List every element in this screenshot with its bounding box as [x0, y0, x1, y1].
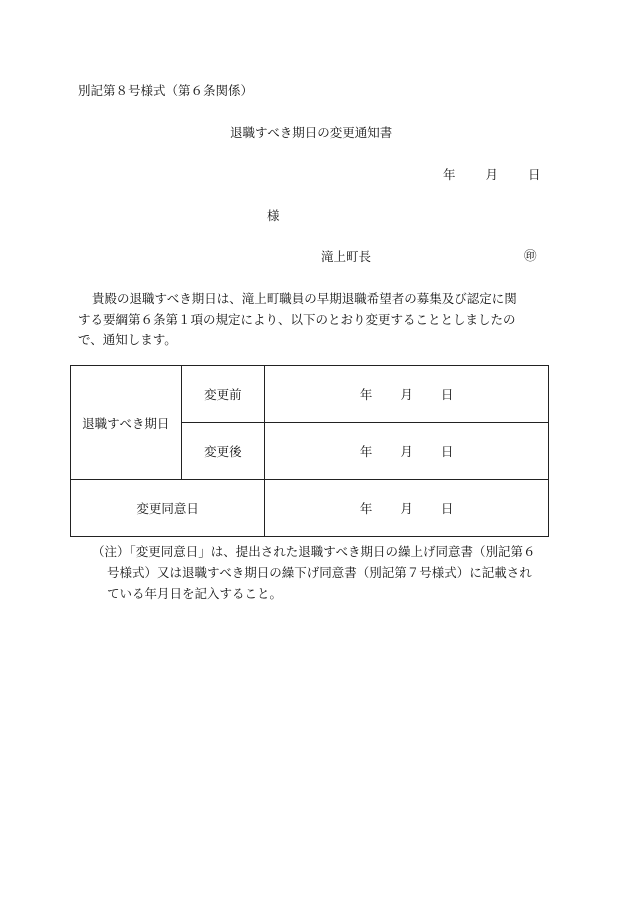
note-line: （注）「変更同意日」は、提出された退職すべき期日の繰上げ同意書（別記第６ [92, 544, 536, 559]
issue-date-year: 年 [443, 167, 456, 182]
date-year: 年 [359, 444, 373, 459]
date-day: 日 [440, 387, 454, 402]
date-change-table [70, 365, 549, 537]
retirement-date-group-label: 退職すべき期日 [71, 366, 182, 480]
note-line: ている年月日を記入すること。 [107, 586, 283, 601]
body-text-line: で、通知します。 [78, 332, 177, 347]
before-change-date [265, 366, 549, 423]
before-change-label: 変更前 [181, 366, 265, 423]
date-day: 日 [440, 501, 454, 516]
issue-date-day: 日 [528, 167, 541, 182]
form-number-label: 別記第８号様式（第６条関係） [78, 83, 254, 98]
after-change-label: 変更後 [181, 423, 265, 480]
note-line: 号様式）又は退職すべき期日の繰下げ同意書（別記第７号様式）に記載され [107, 565, 532, 580]
after-change-date [265, 423, 549, 480]
issue-date-month: 月 [485, 167, 499, 182]
issue-date [443, 166, 541, 184]
consent-date-label: 変更同意日 [71, 480, 265, 537]
date-month: 月 [400, 387, 413, 402]
date-year: 年 [359, 501, 373, 516]
body-text-line: 貴殿の退職すべき期日は、滝上町職員の早期退職希望者の募集及び認定に関 [92, 291, 517, 306]
document-title: 退職すべき期日の変更通知書 [230, 125, 393, 140]
addressee-suffix: 様 [267, 208, 280, 223]
issuer-name: 滝上町長 [321, 249, 372, 264]
seal-mark: ㊞ [524, 248, 537, 263]
date-month: 月 [400, 444, 413, 459]
date-year: 年 [359, 387, 373, 402]
date-day: 日 [440, 444, 454, 459]
date-month: 月 [400, 501, 413, 516]
body-text-line: する要綱第６条第１項の規定により、以下のとおり変更することとしましたの [78, 312, 516, 327]
consent-date [265, 480, 549, 537]
